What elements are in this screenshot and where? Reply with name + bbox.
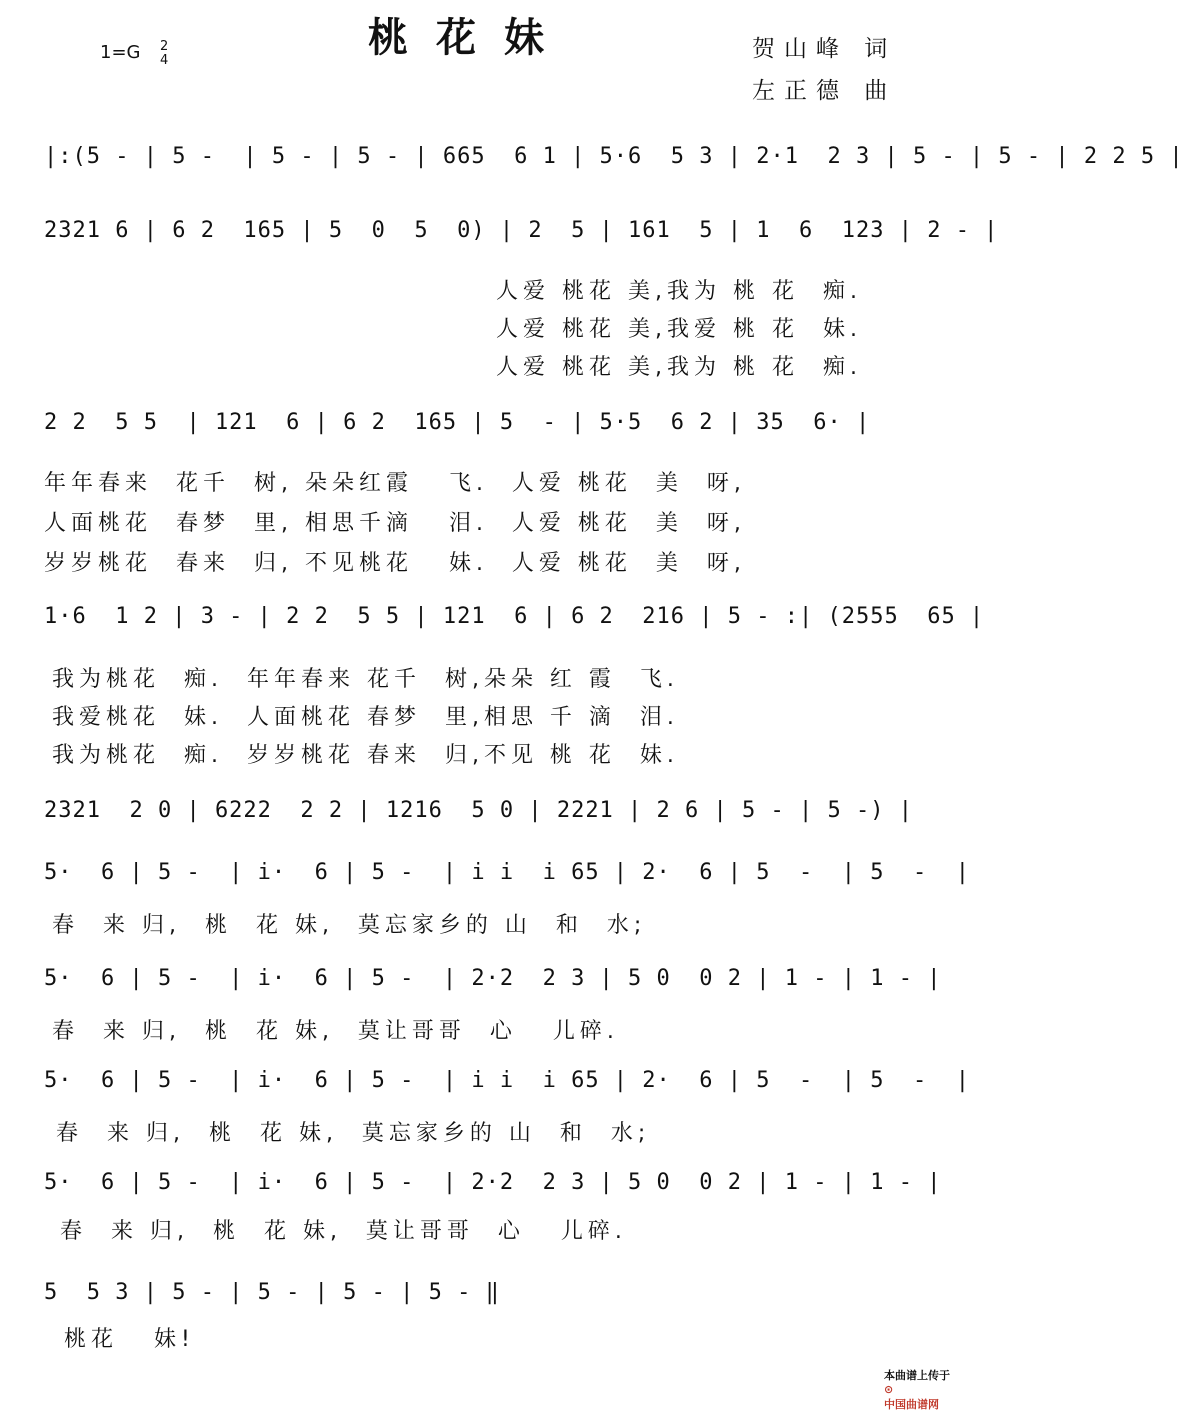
song-title: 桃花妹 — [368, 14, 572, 61]
lyric-line: 人爱 桃花 美,我爱 桃 花 妹. — [496, 317, 862, 342]
site-logo-icon: ⊙ — [884, 1383, 894, 1396]
notation-text: 2321 2 0 | 6222 2 2 | 1216 5 0 | 2221 | 2 6 | 5 - | 5 -) | — [44, 798, 913, 823]
footer-upload-text: 本曲谱上传于 — [884, 1369, 950, 1382]
lyric-line: 春 来 归, 桃 花 妹, 莫让哥哥 心 儿碎. — [52, 1019, 619, 1044]
score-line-9 — [30, 1162, 950, 1202]
lyric-line: 岁岁桃花 春来 归, 不见桃花 妹. 人爱 桃花 美 呀, — [44, 551, 746, 576]
notation-text: 1·6 1 2 | 3 - | 2 2 5 5 | 121 6 | 6 2 216 | 5 - :| (2555 65 | — [44, 604, 985, 629]
time-signature — [160, 40, 168, 68]
notation-text: 5· 6 | 5 - | i· 6 | 5 - | 2·2 2 3 | 5 0 0 2 | 1 - | 1 - | — [44, 966, 942, 991]
notation-text: 5· 6 | 5 - | i· 6 | 5 - | i i i 65 | 2· 6 | 5 - | 5 - | — [44, 860, 970, 885]
lyric-line: 我为桃花 痴. 岁岁桃花 春来 归,不见 桃 花 妹. — [52, 743, 679, 768]
score-line-1 — [30, 136, 1184, 176]
score-line-2 — [30, 210, 999, 250]
score-line-3 — [30, 402, 950, 442]
score-line-5 — [30, 790, 950, 830]
lyric-line: 人爱 桃花 美,我为 桃 花 痴. — [496, 355, 862, 380]
notation-text: |:(5 - | 5 - | 5 - | 5 - | 665 6 1 | 5·6 5 3 | 2·1 2 3 | 5 - | 5 - | 2 2 5 | — [44, 144, 1184, 169]
lyric-line: 桃花 妹! — [64, 1327, 195, 1352]
lyric-line: 春 来 归, 桃 花 妹, 莫忘家乡的 山 和 水; — [56, 1121, 651, 1146]
lyric-line: 年年春来 花千 树, 朵朵红霞 飞. 人爱 桃花 美 呀, — [44, 471, 746, 496]
lyricist-credit: 贺山峰 词 — [752, 36, 897, 62]
lyric-line: 我为桃花 痴. 年年春来 花千 树,朵朵 红 霞 飞. — [52, 667, 679, 692]
lyric-line: 我爱桃花 妹. 人面桃花 春梦 里,相思 千 滴 泪. — [52, 705, 679, 730]
key-signature: 1=G — [100, 42, 141, 63]
lyric-line: 人面桃花 春梦 里, 相思千滴 泪. 人爱 桃花 美 呀, — [44, 511, 746, 536]
notation-text: 5· 6 | 5 - | i· 6 | 5 - | i i i 65 | 2· 6 | 5 - | 5 - | — [44, 1068, 970, 1093]
lyric-line: 春 来 归, 桃 花 妹, 莫让哥哥 心 儿碎. — [60, 1219, 627, 1244]
score-line-7 — [30, 958, 950, 998]
notation-text: 5 5 3 | 5 - | 5 - | 5 - | 5 - ‖ — [44, 1280, 500, 1305]
composer-credit: 左正德 曲 — [752, 78, 897, 104]
notation-text: 2 2 5 5 | 121 6 | 6 2 165 | 5 - | 5·5 6 2 | 35 6· | — [44, 410, 871, 435]
time-signature-top: 2 — [160, 39, 169, 54]
lyric-line: 人爱 桃花 美,我为 桃 花 痴. — [496, 279, 862, 304]
footer-watermark — [876, 1354, 950, 1412]
time-signature-bottom: 4 — [160, 53, 169, 68]
score-line-4 — [30, 596, 985, 636]
footer-site-name: 中国曲谱网 — [884, 1398, 939, 1411]
score-line-8 — [30, 1060, 970, 1100]
notation-text: 5· 6 | 5 - | i· 6 | 5 - | 2·2 2 3 | 5 0 0 2 | 1 - | 1 - | — [44, 1170, 942, 1195]
score-line-6 — [30, 852, 970, 892]
score-line-10 — [30, 1272, 950, 1312]
notation-text: 2321 6 | 6 2 165 | 5 0 5 0) | 2 5 | 161 5 | 1 6 123 | 2 - | — [44, 218, 999, 243]
lyric-line: 春 来 归, 桃 花 妹, 莫忘家乡的 山 和 水; — [52, 913, 647, 938]
